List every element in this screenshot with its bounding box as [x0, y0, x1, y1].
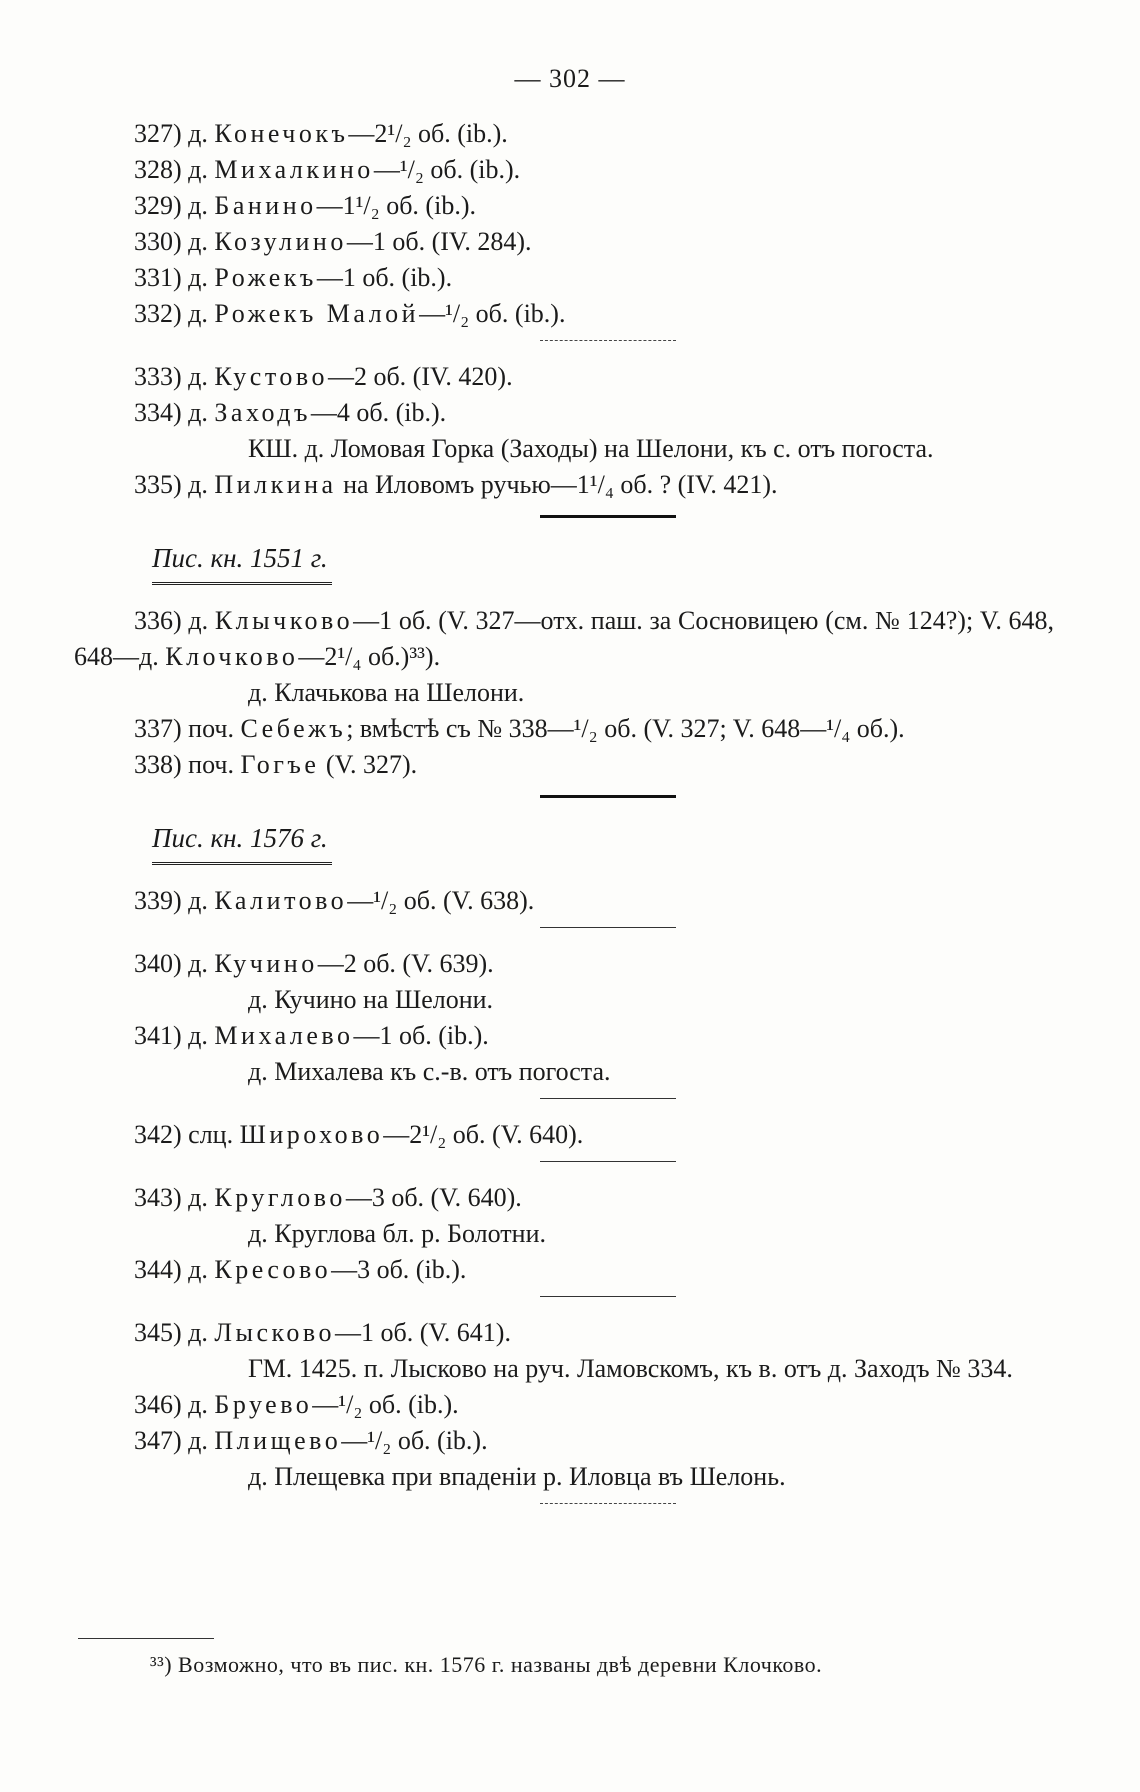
place-name: Лысково [214, 1318, 335, 1347]
entry-group [74, 359, 1054, 503]
list-item: 327) д. Конечокъ—2¹/₂ об. (ib.). [134, 119, 508, 148]
list-item: 343) д. Круглово—3 об. (V. 640). [134, 1183, 522, 1212]
list-item: 331) д. Рожекъ—1 об. (ib.). [134, 263, 453, 292]
entry-note: д. Кучино на Шелони. [248, 985, 494, 1014]
list-item: 338) поч. Гогъе (V. 327). [134, 750, 418, 779]
place-name: Кучино [214, 949, 318, 978]
place-name: Рожекъ Малой [214, 299, 420, 328]
place-name: Кресово [214, 1255, 332, 1284]
group-divider [540, 927, 676, 928]
section-heading: Пис. кн. 1576 г. [74, 820, 332, 865]
group-divider [540, 1296, 676, 1297]
place-name: Клочково [165, 642, 299, 671]
footnote-rule [78, 1638, 214, 1639]
place-name: Рожекъ [214, 263, 317, 292]
list-item: 345) д. Лысково—1 об. (V. 641). [134, 1318, 511, 1347]
list-item: 334) д. Заходъ—4 об. (ib.). [134, 398, 447, 427]
place-name: Банино [214, 191, 317, 220]
list-item: 330) д. Козулино—1 об. (IV. 284). [134, 227, 532, 256]
list-item: 344) д. Кресово—3 об. (ib.). [134, 1255, 467, 1284]
entry-note: д. Михалева къ с.-в. отъ погоста. [248, 1057, 611, 1086]
list-item: 329) д. Банино—1¹/₂ об. (ib.). [134, 191, 476, 220]
entry-note: д. Круглова бл. р. Болотни. [248, 1219, 546, 1248]
place-name: Клычково [214, 606, 354, 635]
list-item: 339) д. Калитово—¹/₂ об. (V. 638). [134, 886, 535, 915]
place-name: Себежъ [240, 714, 347, 743]
list-item: 332) д. Рожекъ Малой—¹/₂ об. (ib.). [134, 299, 566, 328]
group-divider [540, 1161, 676, 1162]
list-item: 340) д. Кучино—2 об. (V. 639). [134, 949, 494, 978]
place-name: Круглово [214, 1183, 346, 1212]
entry-note: д. Плещевка при впаденіи р. Иловца въ Шелонь. [248, 1462, 786, 1491]
page-number: — 302 — [514, 64, 626, 93]
list-item: 335) д. Пилкина на Иловомъ ручью—1¹/₄ об. ? (IV. 421). [134, 470, 778, 499]
list-item: 341) д. Михалево—1 об. (ib.). [134, 1021, 489, 1050]
place-name: Широхово [239, 1120, 384, 1149]
entry-group [74, 116, 1054, 332]
section-heading: Пис. кн. 1551 г. [74, 540, 332, 585]
place-name: Гогъе [240, 750, 320, 779]
place-name: Заходъ [214, 398, 311, 427]
place-name: Калитово [214, 886, 348, 915]
list-item: 347) д. Плищево—¹/₂ об. (ib.). [134, 1426, 488, 1455]
group-divider [540, 340, 676, 341]
group-divider [540, 1503, 676, 1504]
place-name: Михалево [214, 1021, 354, 1050]
list-item: 337) поч. Себежъ; вмѣстѣ съ № 338—¹/₂ об. (V. 327; V. 648—¹/₄ об.). [134, 714, 905, 743]
place-name: Конечокъ [214, 119, 349, 148]
list-item: 346) д. Бруево—¹/₂ об. (ib.). [134, 1390, 459, 1419]
page-content [74, 116, 1054, 1522]
entry-note: КШ. д. Ломовая Горка (Заходы) на Шелони, къ с. отъ погоста. [248, 434, 934, 463]
entry-note: д. Клачькова на Шелони. [248, 678, 525, 707]
section-divider [540, 515, 676, 518]
footnote: ³³) Возможно, что въ пис. кн. 1576 г. названы двѣ деревни Клочково. [150, 1652, 823, 1677]
place-name: Козулино [214, 227, 347, 256]
place-name: Кустово [214, 362, 328, 391]
list-item: 333) д. Кустово—2 об. (IV. 420). [134, 362, 513, 391]
place-name: Михалкино [214, 155, 374, 184]
group-divider [540, 1098, 676, 1099]
section-divider [540, 795, 676, 798]
list-item: 336) д. Клычково—1 об. (V. 327—отх. паш. за Сосновицею (см. № 124?); V. 648, 648—д. Клочково—2¹/₄ об.)³³). [74, 606, 1055, 671]
entry-note: ГМ. 1425. п. Лысково на руч. Ламовскомъ, къ в. отъ д. Заходъ № 334. [248, 1354, 1013, 1383]
place-name: Пилкина [214, 470, 337, 499]
place-name: Бруево [214, 1390, 313, 1419]
list-item: 342) слц. Широхово—2¹/₂ об. (V. 640). [134, 1120, 584, 1149]
place-name: Плищево [214, 1426, 342, 1455]
list-item: 328) д. Михалкино—¹/₂ об. (ib.). [134, 155, 521, 184]
